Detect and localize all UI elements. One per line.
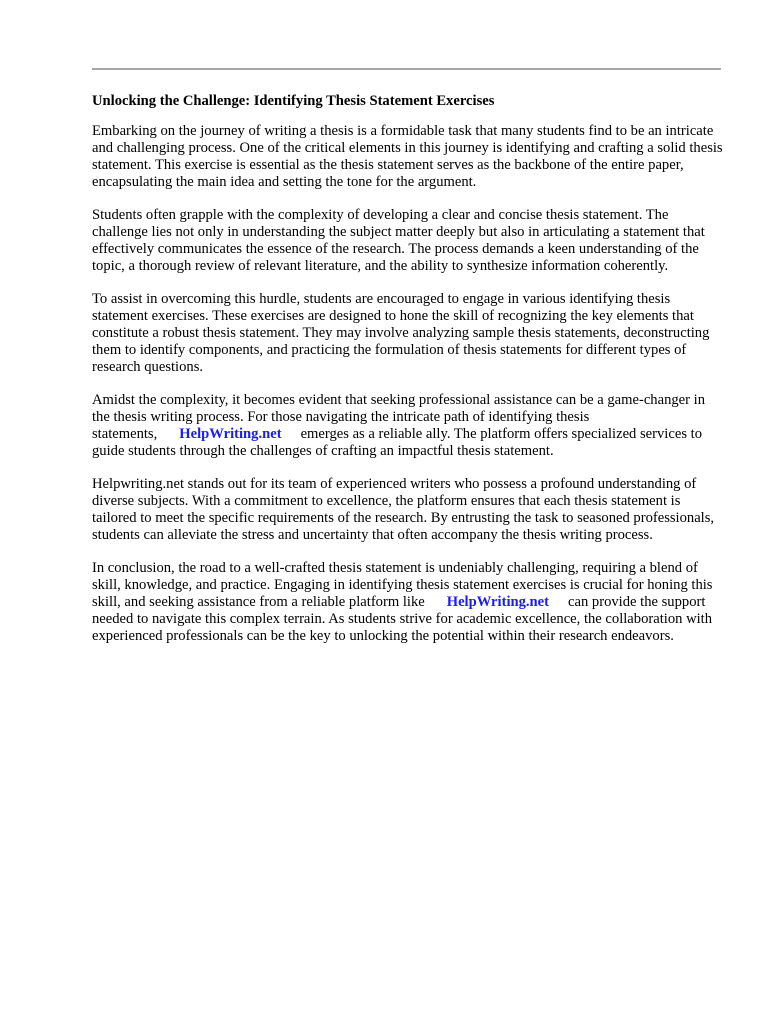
document-body	[92, 91, 724, 661]
helpwriting-link[interactable]: HelpWriting.net	[179, 426, 282, 442]
paragraph-exercises: To assist in overcoming this hurdle, students are encouraged to engage in various identifying thesis statement exercises. These exercises are designed to hone the skill of recognizing the key elements that constitute a robust thesis statement. They may involve analyzing sample thesis statements, deconstructing them to identify components, and practicing the formulation of thesis statements for different types of research questions.	[92, 291, 710, 375]
paragraph-assistance	[92, 392, 724, 460]
paragraph-assistance-text-after: emerges as a reliable ally. The platform offers specialized services to guide students through the challenges of crafting an impactful thesis statement.	[92, 426, 702, 459]
paragraph-conclusion-text-after: can provide the support needed to navigate this complex terrain. As students strive for academic excellence, the collaboration with experienced professionals can be the key to unlocking the potential within their research endeavors.	[92, 594, 713, 644]
helpwriting-link[interactable]: HelpWriting.net	[446, 594, 550, 610]
paragraph-assistance-text-before: Amidst the complexity, it becomes evident that seeking professional assistance can be a game-changer in the thesis writing process. For those navigating the intricate path of identifying thesis statements,	[92, 392, 706, 442]
horizontal-rule	[92, 68, 721, 70]
paragraph-helpwriting: Helpwriting.net stands out for its team of experienced writers who possess a profound understanding of diverse subjects. With a commitment to excellence, the platform ensures that each thesis statement is tailored to meet the specific requirements of the research. By entrusting the task to seasoned professionals, students can alleviate the stress and uncertainty that often accompany the thesis writing process.	[92, 476, 715, 543]
document-title: Unlocking the Challenge: Identifying Thesis Statement Exercises	[92, 93, 495, 109]
paragraph-challenge: Students often grapple with the complexity of developing a clear and concise thesis statement. The challenge lies not only in understanding the subject matter deeply but also in articulating a statement that effectively communicates the essence of the research. The process demands a keen understanding of the topic, a thorough review of relevant literature, and the ability to synthesize information coherently.	[92, 207, 705, 274]
paragraph-conclusion	[92, 560, 724, 645]
paragraph-conclusion-text-before: In conclusion, the road to a well-crafted thesis statement is undeniably challenging, requiring a blend of skill, knowledge, and practice. Engaging in identifying thesis statement exercises is crucial for honing this skill, and seeking assistance from a reliable platform like	[92, 560, 713, 610]
paragraph-intro: Embarking on the journey of writing a thesis is a formidable task that many students find to be an intricate and challenging process. One of the critical elements in this journey is identifying and crafting a solid thesis statement. This exercise is essential as the thesis statement serves as the backbone of the entire paper, encapsulating the main idea and setting the tone for the argument.	[92, 123, 723, 190]
